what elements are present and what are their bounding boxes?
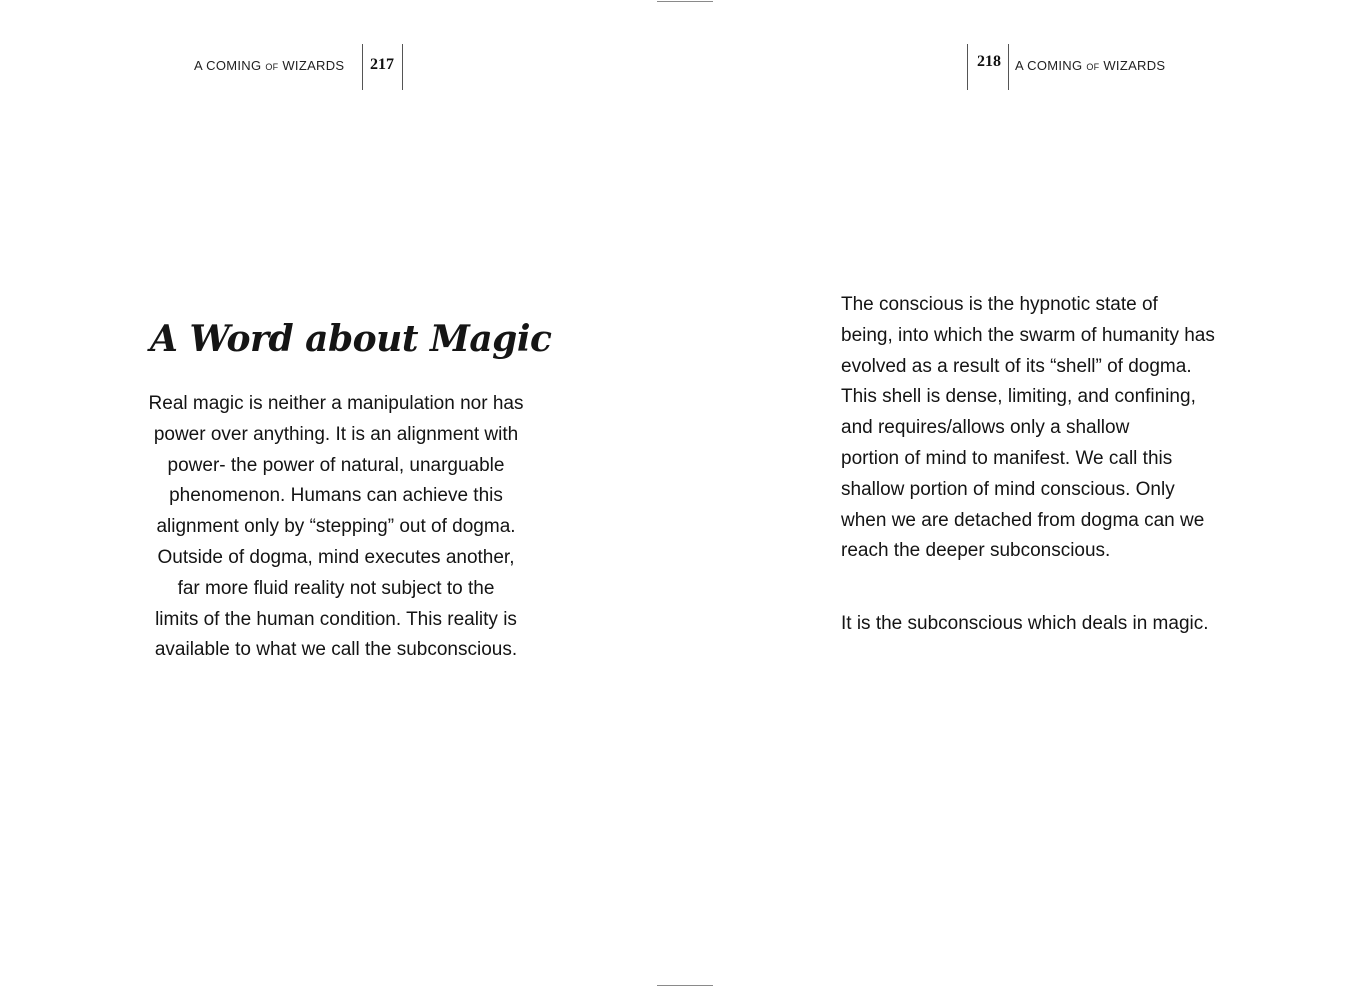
- right-paragraph-line: The conscious is the hypnotic state of: [841, 294, 1158, 315]
- right-body-paragraph: [841, 290, 1221, 567]
- left-body-paragraph: [140, 389, 532, 666]
- left-paragraph-line: limits of the human condition. This reality is: [155, 608, 517, 630]
- right-running-head-before: A COMING: [1015, 58, 1087, 73]
- spread-top-mark: [657, 1, 713, 2]
- right-paragraph-line: portion of mind to manifest. We call this: [841, 447, 1173, 469]
- left-running-head-of: OF: [265, 62, 279, 72]
- right-running-head-after: WIZARDS: [1099, 58, 1166, 73]
- left-running-head: [194, 58, 344, 73]
- left-paragraph-line: Outside of dogma, mind executes another,: [157, 546, 515, 568]
- left-paragraph-line: alignment only by “stepping” out of dogma.: [156, 516, 516, 538]
- right-paragraph-line: evolved as a result of its “shell” of dogma.: [841, 355, 1192, 377]
- left-paragraph-line: power over anything. It is an alignment with: [153, 423, 519, 445]
- left-paragraph-line: Real magic is neither a manipulation nor has: [148, 393, 524, 414]
- right-running-head: [1015, 58, 1165, 73]
- right-header-rule-1: [967, 44, 968, 90]
- right-paragraph-line: and requires/allows only a shallow: [841, 417, 1130, 439]
- left-paragraph-line: power- the power of natural, unarguable: [167, 454, 505, 476]
- right-paragraph-line: shallow portion of mind conscious. Only: [841, 478, 1175, 500]
- right-closing-line: It is the subconscious which deals in magic.: [841, 613, 1209, 634]
- right-paragraph-line: being, into which the swarm of humanity has: [841, 324, 1215, 346]
- right-running-head-of: OF: [1086, 62, 1100, 72]
- left-running-head-after: WIZARDS: [278, 58, 345, 73]
- right-page-number: 218: [977, 53, 1001, 70]
- left-paragraph-line: available to what we call the subconscious.: [154, 639, 518, 661]
- right-paragraph-line: reach the deeper subconscious.: [841, 540, 1111, 562]
- left-page-number: 217: [370, 56, 394, 73]
- left-header-rule-1: [362, 44, 363, 90]
- left-running-head-before: A COMING: [194, 58, 266, 73]
- left-paragraph-line: far more fluid reality not subject to the: [177, 577, 495, 599]
- right-header-rule-2: [1008, 44, 1009, 90]
- left-header-rule-2: [402, 44, 403, 90]
- left-paragraph-line: phenomenon. Humans can achieve this: [169, 485, 503, 507]
- right-paragraph-line: This shell is dense, limiting, and confining,: [841, 386, 1196, 408]
- spread-bottom-mark: [657, 985, 713, 986]
- chapter-heading: A Word about Magic: [150, 318, 552, 360]
- right-paragraph-line: when we are detached from dogma can we: [841, 509, 1205, 531]
